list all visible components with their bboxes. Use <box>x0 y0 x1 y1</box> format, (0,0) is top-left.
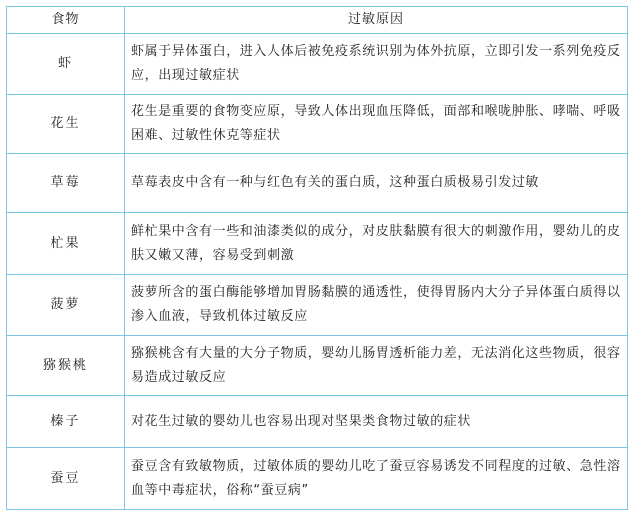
food-cell: 菠萝 <box>7 275 125 336</box>
reason-cell: 虾属于异体蛋白，进入人体后被免疫系统识别为体外抗原，立即引发一系列免疫反应，出现过敏症状 <box>125 34 628 95</box>
header-row <box>7 7 628 34</box>
food-cell: 榛子 <box>7 396 125 448</box>
table-row <box>7 396 628 448</box>
food-cell: 花生 <box>7 95 125 154</box>
reason-cell: 花生是重要的食物变应原，导致人体出现血压降低，面部和喉咙肿胀、哮喘、呼吸困难、过敏性休克等症状 <box>125 95 628 154</box>
header-food: 食物 <box>7 7 125 34</box>
food-cell: 猕猴桃 <box>7 336 125 396</box>
table-row <box>7 213 628 275</box>
header-reason: 过敏原因 <box>125 7 628 34</box>
table-header <box>7 7 628 34</box>
table-row <box>7 336 628 396</box>
allergy-table <box>6 6 628 510</box>
food-cell: 虾 <box>7 34 125 95</box>
table-row <box>7 154 628 213</box>
reason-cell: 对花生过敏的婴幼儿也容易出现对坚果类食物过敏的症状 <box>125 396 628 448</box>
reason-cell: 鲜杧果中含有一些和油漆类似的成分，对皮肤黏膜有很大的刺激作用，婴幼儿的皮肤又嫩又薄，容易受到刺激 <box>125 213 628 275</box>
table-body <box>7 34 628 510</box>
reason-cell: 草莓表皮中含有一种与红色有关的蛋白质，这种蛋白质极易引发过敏 <box>125 154 628 213</box>
table-row <box>7 275 628 336</box>
table-row <box>7 34 628 95</box>
reason-cell: 菠萝所含的蛋白酶能够增加胃肠黏膜的通透性，使得胃肠内大分子异体蛋白质得以渗入血液，导致机体过敏反应 <box>125 275 628 336</box>
table-row <box>7 95 628 154</box>
reason-cell: 猕猴桃含有大量的大分子物质，婴幼儿肠胃透析能力差，无法消化这些物质，很容易造成过敏反应 <box>125 336 628 396</box>
table-row <box>7 448 628 510</box>
food-cell: 杧果 <box>7 213 125 275</box>
food-cell: 蚕豆 <box>7 448 125 510</box>
reason-cell: 蚕豆含有致敏物质，过敏体质的婴幼儿吃了蚕豆容易诱发不同程度的过敏、急性溶血等中毒症状，俗称“蚕豆病” <box>125 448 628 510</box>
food-cell: 草莓 <box>7 154 125 213</box>
